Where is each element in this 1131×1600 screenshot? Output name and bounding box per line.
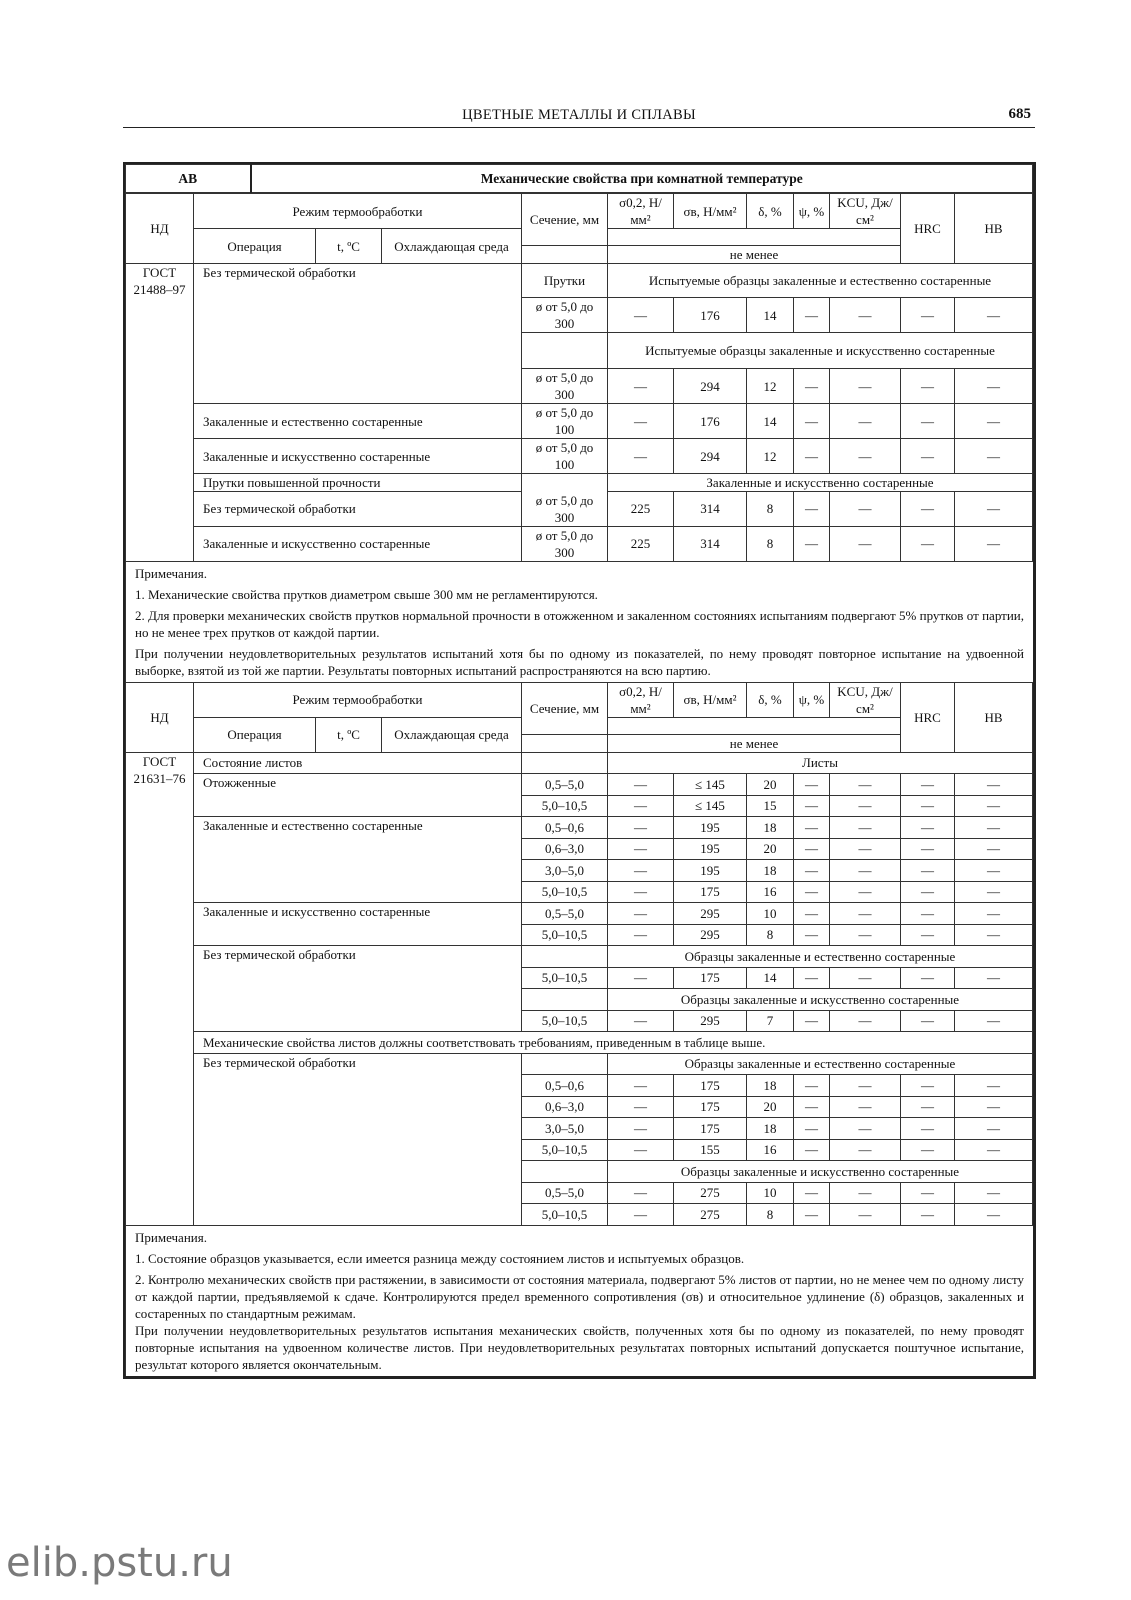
table-row (126, 264, 1033, 298)
section-empty (522, 989, 608, 1011)
s02-cell: — (608, 1139, 674, 1161)
header-section: Сечение, мм (522, 194, 608, 246)
delta-cell: 7 (747, 1010, 794, 1032)
watermark: elib.pstu.ru (6, 1540, 233, 1586)
s02-cell: — (608, 1096, 674, 1118)
section-empty (522, 351, 608, 369)
dash-cell: — (830, 439, 901, 474)
delta-cell: 16 (747, 1139, 794, 1161)
table-title: Механические свойства при комнатной температуре (251, 165, 1033, 193)
header-operation: Операция (194, 717, 316, 752)
hs-samples: Закаленные и искусственно состаренные (608, 474, 1033, 492)
delta-cell: 14 (747, 298, 794, 333)
dash-cell: — (901, 404, 955, 439)
section-empty (522, 474, 608, 492)
dash-cell: — (794, 1139, 830, 1161)
header-temp: t, ºС (316, 717, 382, 752)
dash-cell: — (794, 404, 830, 439)
section-cell: 0,5–5,0 (522, 1182, 608, 1204)
dash-cell: — (794, 1182, 830, 1204)
delta-cell: 20 (747, 774, 794, 796)
section-cell: 0,6–3,0 (522, 838, 608, 860)
dash-cell: — (608, 369, 674, 404)
delta-cell: 8 (747, 924, 794, 946)
sv-cell: 176 (674, 404, 747, 439)
delta-cell: 15 (747, 795, 794, 817)
dash-cell: — (794, 492, 830, 527)
samples-art: Образцы закаленные и искусственно состаренные (608, 989, 1033, 1011)
dash-cell: — (901, 967, 955, 989)
samples-art: Испытуемые образцы закаленные и искусственно состаренные (608, 333, 1033, 369)
dash-cell: — (901, 1010, 955, 1032)
note-3: При получении неудовлетворительных результатов испытаний хотя бы по одному из показателей, по нему проводят повторное испытание на удвоенной выборке, взятой из той же партии. Результаты повторных испытаний распространяются на всю партию. (135, 645, 1024, 678)
dash-cell: — (830, 967, 901, 989)
dash-cell: — (794, 881, 830, 903)
section-empty (522, 752, 608, 774)
dash-cell: — (955, 1096, 1033, 1118)
dash-cell: — (830, 817, 901, 839)
s02-cell: — (608, 903, 674, 925)
sv-cell: 176 (674, 298, 747, 333)
s02-cell: — (608, 1075, 674, 1097)
section-cell: ø от 5,0 до 100 (522, 404, 608, 439)
delta-cell: 18 (747, 817, 794, 839)
sv-cell: 175 (674, 967, 747, 989)
dash-cell: — (901, 1096, 955, 1118)
dash-cell: — (955, 817, 1033, 839)
s02-cell: — (608, 1182, 674, 1204)
dash-cell: — (955, 795, 1033, 817)
sv-cell: 294 (674, 369, 747, 404)
section-cell: ø от 5,0 до 300 (522, 298, 608, 333)
header-sv: σв, Н/мм² (674, 682, 747, 717)
table-row (126, 682, 1033, 717)
dash-cell: — (901, 369, 955, 404)
delta-cell: 8 (747, 1204, 794, 1226)
samples-nat: Образцы закаленные и естественно состаренные (608, 946, 1033, 968)
s02-cell: — (608, 1204, 674, 1226)
dash-cell: — (901, 1139, 955, 1161)
sv-cell: 275 (674, 1182, 747, 1204)
notes-bars (125, 562, 1033, 682)
dash-cell: — (955, 492, 1033, 527)
op-no-heat: Без термической обработки (194, 1053, 522, 1225)
sv-cell: 175 (674, 881, 747, 903)
header-nd: НД (126, 682, 194, 752)
dash-cell: — (955, 1204, 1033, 1226)
note-2: 2. Контролю механических свойств при растяжении, в зависимости от состояния материала, подвергают 5% листов от партии, но не менее чем по одному листу от каждой партии, предъявляемой к сдаче. Контролируются предел временного сопротивления (σв) и относительное удлинение (δ) образцов, закаленных и состаренных по стандартным режимам. (135, 1271, 1024, 1321)
table-row (126, 903, 1033, 925)
header-operation: Операция (194, 229, 316, 264)
header-sv: σв, Н/мм² (674, 194, 747, 229)
dash-cell: — (955, 1139, 1033, 1161)
dash-cell: — (608, 439, 674, 474)
sv-cell: 295 (674, 1010, 747, 1032)
dash-cell: — (830, 1096, 901, 1118)
dash-cell: — (955, 1118, 1033, 1140)
dash-cell: — (830, 492, 901, 527)
delta-cell: 18 (747, 1118, 794, 1140)
dash-cell: — (901, 1118, 955, 1140)
table-row (126, 526, 1033, 561)
delta-cell: 20 (747, 1096, 794, 1118)
dash-cell: — (955, 298, 1033, 333)
section-cell: ø от 5,0 до 300 (522, 492, 608, 527)
op-nat: Закаленные и естественно состаренные (194, 404, 522, 439)
table-row (126, 817, 1033, 839)
dash-cell: — (794, 924, 830, 946)
dash-cell: — (830, 298, 901, 333)
page-number: 685 (1008, 106, 1031, 122)
dash-cell: — (794, 817, 830, 839)
section-cell: 5,0–10,5 (522, 795, 608, 817)
dash-cell: — (955, 967, 1033, 989)
s02-cell: 225 (608, 526, 674, 561)
s02-cell: — (608, 1010, 674, 1032)
header-hb: НВ (955, 194, 1033, 264)
dash-cell: — (955, 369, 1033, 404)
dash-cell: — (955, 903, 1033, 925)
s02-cell: — (608, 1118, 674, 1140)
s02-cell: 225 (608, 492, 674, 527)
sv-cell: 294 (674, 439, 747, 474)
op-nat: Закаленные и естественно состаренные (194, 817, 522, 903)
header-delta: δ, % (747, 682, 794, 717)
dash-cell: — (794, 1010, 830, 1032)
section-title: ЦВЕТНЫЕ МЕТАЛЛЫ И СПЛАВЫ (462, 107, 696, 123)
sv-cell: 155 (674, 1139, 747, 1161)
section-cell: ø от 5,0 до 100 (522, 439, 608, 474)
samples-nat: Образцы закаленные и естественно состаренные (608, 1053, 1033, 1075)
dash-cell: — (901, 1075, 955, 1097)
section-cell: 0,5–5,0 (522, 903, 608, 925)
dash-cell: — (794, 795, 830, 817)
section-empty (522, 1053, 608, 1075)
dash-cell: — (901, 1182, 955, 1204)
dash-cell: — (901, 817, 955, 839)
dash-cell: — (794, 967, 830, 989)
notes-title: Примечания. (135, 565, 207, 581)
dash-cell: — (830, 924, 901, 946)
dash-cell: — (794, 1204, 830, 1226)
dash-cell: — (901, 881, 955, 903)
header-gap (522, 246, 608, 264)
properties-sheet (123, 162, 1036, 1379)
header-not-less: не менее (608, 246, 901, 264)
op-high-strength: Прутки повышенной прочности (194, 474, 522, 492)
s02-cell: — (608, 774, 674, 796)
op-no-heat: Без термической обработки (194, 492, 522, 527)
dash-cell: — (901, 924, 955, 946)
delta-cell: 8 (747, 526, 794, 561)
section-cell: 5,0–10,5 (522, 967, 608, 989)
dash-cell: — (955, 1010, 1033, 1032)
dash-cell: — (955, 924, 1033, 946)
dash-cell: — (901, 774, 955, 796)
delta-cell: 18 (747, 860, 794, 882)
delta-cell: 14 (747, 404, 794, 439)
header-hb: НВ (955, 682, 1033, 752)
delta-cell: 20 (747, 838, 794, 860)
sv-cell: ≤ 145 (674, 795, 747, 817)
dash-cell: — (901, 860, 955, 882)
note-3: При получении неудовлетворительных результатов испытания механических свойств, полученных хотя бы по одному из показателей, по нему проводят повторные испытания на удвоенном количестве листов. При неудовлетворительных результатах повторных испытаний допускается поштучное испытание, результат которого является окончательным. (135, 1322, 1024, 1372)
table-bars (125, 193, 1033, 562)
note-2: 2. Для проверки механических свойств прутков нормальной прочности в отожженном и закаленном состояниях испытаниям подвергают 5% прутков от партии, но не менее трех прутков от каждой партии. (135, 607, 1024, 640)
table-row (126, 474, 1033, 492)
dash-cell: — (830, 795, 901, 817)
section-cell: 5,0–10,5 (522, 881, 608, 903)
header-psi: ψ, % (794, 194, 830, 229)
dash-cell: — (830, 369, 901, 404)
delta-cell: 8 (747, 492, 794, 527)
dash-cell: — (830, 903, 901, 925)
header-cooling: Охлаждающая среда (382, 717, 522, 752)
samples-art: Образцы закаленные и искусственно состаренные (608, 1161, 1033, 1183)
section-cell: ø от 5,0 до 300 (522, 526, 608, 561)
dash-cell: — (794, 903, 830, 925)
delta-cell: 14 (747, 967, 794, 989)
dash-cell: — (901, 1204, 955, 1226)
dash-cell: — (794, 838, 830, 860)
table-top (125, 164, 1033, 193)
dash-cell: — (955, 860, 1033, 882)
section-cell: 0,6–3,0 (522, 1096, 608, 1118)
header-regime: Режим термообработки (194, 682, 522, 717)
dash-cell: — (901, 903, 955, 925)
table-sheets (125, 682, 1033, 1226)
dash-cell: — (955, 881, 1033, 903)
sheets-label: Листы (608, 752, 1033, 774)
dash-cell: — (955, 439, 1033, 474)
dash-cell: — (955, 404, 1033, 439)
section-cell: 3,0–5,0 (522, 860, 608, 882)
header-not-less: не менее (608, 734, 901, 752)
dash-cell: — (830, 404, 901, 439)
dash-cell: — (830, 1204, 901, 1226)
dash-cell: — (955, 1075, 1033, 1097)
dash-cell: — (901, 492, 955, 527)
dash-cell: — (955, 526, 1033, 561)
table-row (126, 774, 1033, 796)
dash-cell: — (794, 369, 830, 404)
header-nd: НД (126, 194, 194, 264)
dash-cell: — (794, 1096, 830, 1118)
dash-cell: — (830, 881, 901, 903)
s02-cell: — (608, 817, 674, 839)
table-row (126, 1053, 1033, 1075)
delta-cell: 16 (747, 881, 794, 903)
section-cell: 0,5–5,0 (522, 774, 608, 796)
section-cell: 5,0–10,5 (522, 1010, 608, 1032)
section-cell: 5,0–10,5 (522, 1139, 608, 1161)
note-1: 1. Механические свойства прутков диаметром свыше 300 мм не регламентируются. (135, 586, 598, 602)
table-row (126, 439, 1033, 457)
header-temp: t, ºС (316, 229, 382, 264)
dash-cell: — (608, 404, 674, 439)
dash-cell: — (794, 1075, 830, 1097)
note-1: 1. Состояние образцов указывается, если имеется разница между состоянием листов и испытуемых образцов. (135, 1250, 745, 1266)
op-art: Закаленные и искусственно состаренные (194, 439, 522, 474)
sv-cell: 175 (674, 1118, 747, 1140)
dash-cell: — (830, 774, 901, 796)
op-no-heat: Без термической обработки (194, 946, 522, 1032)
op-no-heat: Без термической обработки (194, 264, 522, 404)
dash-cell: — (830, 1118, 901, 1140)
running-header (123, 107, 1035, 128)
header-delta: δ, % (747, 194, 794, 229)
header-gap (608, 229, 901, 246)
sv-cell: 175 (674, 1096, 747, 1118)
dash-cell: — (901, 795, 955, 817)
sheet-state: Состояние листов (194, 752, 522, 774)
sv-cell: 275 (674, 1204, 747, 1226)
nd-gost-21488: ГОСТ 21488–97 (126, 264, 194, 562)
dash-cell: — (830, 860, 901, 882)
header-cooling: Охлаждающая среда (382, 229, 522, 264)
dash-cell: — (794, 774, 830, 796)
sv-cell: 314 (674, 492, 747, 527)
header-section: Сечение, мм (522, 682, 608, 734)
dash-cell: — (955, 838, 1033, 860)
section-cell: 3,0–5,0 (522, 1118, 608, 1140)
dash-cell: — (794, 526, 830, 561)
requirement-row: Механические свойства листов должны соответствовать требованиям, приведенным в таблице выше. (194, 1032, 1033, 1054)
sv-cell: 314 (674, 526, 747, 561)
sv-cell: 195 (674, 838, 747, 860)
op-art: Закаленные и искусственно состаренные (194, 903, 522, 946)
s02-cell: — (608, 838, 674, 860)
section-empty (522, 946, 608, 968)
dash-cell: — (901, 838, 955, 860)
notes-title: Примечания. (135, 1229, 207, 1245)
section-bars: Прутки (522, 264, 608, 298)
dash-cell: — (830, 526, 901, 561)
dash-cell: — (794, 860, 830, 882)
notes-sheets (125, 1226, 1033, 1376)
dash-cell: — (901, 439, 955, 474)
dash-cell: — (955, 1182, 1033, 1204)
table-row (126, 194, 1033, 229)
section-cell: 5,0–10,5 (522, 1204, 608, 1226)
sv-cell: 295 (674, 924, 747, 946)
header-psi: ψ, % (794, 682, 830, 717)
section-cell: ø от 5,0 до 300 (522, 369, 608, 404)
sv-cell: 175 (674, 1075, 747, 1097)
delta-cell: 12 (747, 439, 794, 474)
header-s02: σ0,2, Н/мм² (608, 682, 674, 717)
dash-cell: — (955, 774, 1033, 796)
sv-cell: ≤ 145 (674, 774, 747, 796)
s02-cell: — (608, 298, 674, 333)
delta-cell: 12 (747, 369, 794, 404)
header-hrc: HRC (901, 682, 955, 752)
delta-cell: 18 (747, 1075, 794, 1097)
section-empty (522, 333, 608, 351)
header-regime: Режим термообработки (194, 194, 522, 229)
header-hrc: HRC (901, 194, 955, 264)
op-annealed: Отожженные (194, 774, 522, 817)
delta-cell: 10 (747, 1182, 794, 1204)
s02-cell: — (608, 967, 674, 989)
section-empty (522, 1161, 608, 1183)
dash-cell: — (901, 298, 955, 333)
header-kcu: KCU, Дж/см² (830, 194, 901, 229)
s02-cell: — (608, 860, 674, 882)
alloy-label: АВ (126, 165, 251, 193)
table-row (126, 752, 1033, 774)
s02-cell: — (608, 924, 674, 946)
dash-cell: — (830, 1139, 901, 1161)
section-cell: 5,0–10,5 (522, 924, 608, 946)
dash-cell: — (830, 838, 901, 860)
samples-nat: Испытуемые образцы закаленные и естественно состаренные (608, 264, 1033, 298)
s02-cell: — (608, 795, 674, 817)
nd-gost-21631: ГОСТ 21631–76 (126, 752, 194, 1225)
dash-cell: — (830, 1182, 901, 1204)
header-gap (608, 717, 901, 734)
table-row (126, 404, 1033, 422)
sv-cell: 195 (674, 817, 747, 839)
header-gap (522, 734, 608, 752)
s02-cell: — (608, 881, 674, 903)
section-cell: 0,5–0,6 (522, 1075, 608, 1097)
dash-cell: — (901, 526, 955, 561)
dash-cell: — (794, 1118, 830, 1140)
dash-cell: — (830, 1010, 901, 1032)
sv-cell: 295 (674, 903, 747, 925)
delta-cell: 10 (747, 903, 794, 925)
table-row (126, 492, 1033, 527)
dash-cell: — (794, 439, 830, 474)
section-cell: 0,5–0,6 (522, 817, 608, 839)
op-art: Закаленные и искусственно состаренные (194, 526, 522, 561)
dash-cell: — (794, 298, 830, 333)
dash-cell: — (830, 1075, 901, 1097)
header-s02: σ0,2, Н/мм² (608, 194, 674, 229)
table-row (126, 1032, 1033, 1054)
table-row (126, 946, 1033, 968)
sv-cell: 195 (674, 860, 747, 882)
header-kcu: KCU, Дж/см² (830, 682, 901, 717)
